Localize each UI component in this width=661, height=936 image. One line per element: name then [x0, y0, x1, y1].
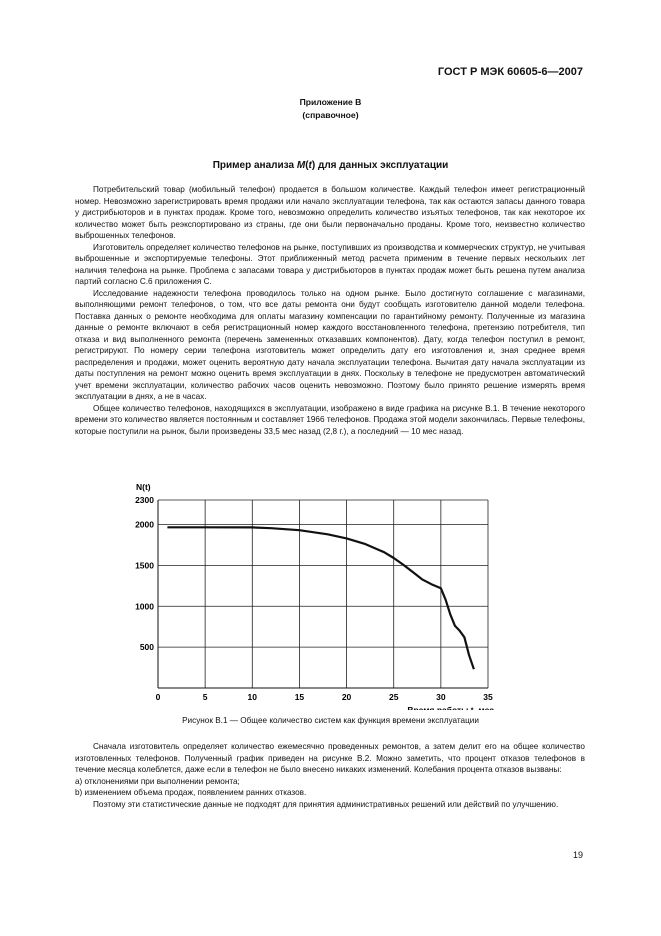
section-title-prefix: Пример анализа — [212, 160, 297, 171]
paragraph: Потребительский товар (мобильный телефон) продается в большом количестве. Каждый телефон имеет регистрационный номер. Невозможно зарегистрировать время продажи или начало эксплуатации телефона, так как остаются запасы данного товара у дистрибьюторов и в пунктах продаж. Кроме того, невозможно определить количество изъятых телефонов, так как некоторое их количество может быть реэкспортировано из страны, где они были первоначально проданы. Кроме того, неизвестно количество выброшенных телефонов. — [75, 185, 585, 240]
series-line — [167, 527, 474, 669]
x-tick-label: 35 — [483, 692, 493, 702]
y-axis-label: N(t) — [136, 482, 151, 492]
paragraph: Поэтому эти статистические данные не подходят для принятия административных решений или действий по улучшению. — [93, 799, 559, 809]
figure-b1 — [118, 478, 518, 715]
section-title-suffix: ) для данных эксплуатации — [311, 160, 449, 171]
y-tick-label: 2300 — [135, 495, 154, 505]
section-title-arg: t — [308, 160, 312, 171]
document-header: ГОСТ Р МЭК 60605-6—2007 — [437, 66, 583, 78]
paragraph: Общее количество телефонов, находящихся в эксплуатации, изображено в виде графика на рисунке В.1. В течение некоторого времени это количество является постоянным и составляет 1966 телефонов. Продажа этой модели закончилась. Первые телефоны, которые поступили на рынок, были произведены 33,5 мес назад (2,8 г.), а последний — 10 мес назад. — [75, 403, 585, 436]
y-tick-label: 500 — [139, 642, 154, 653]
paragraph: Исследование надежности телефона проводилось только на одном рынке. Было достигнуто соглашение с магазинами, выполняющими ремонт телефонов, о том, что все даты ремонта они будут сообщать изготовителю данной модели телефона. Поставка данных о ремонте необходима для оплаты магазину компенсации по гарантийному ремонту. Полученные из магазина данные о ремонте включают в себя регистрационный номер каждого восстановленного телефона, претензию потребителя, тип отказа и вид выполненного ремонта (перечень замененных отказавших компонентов). Дату, когда телефон поступил в ремонт, регистрируют. По номеру серии телефона изготовитель может определить дату его изготовления и, зная среднее время распределения и продажи, может оценить вероятную дату начала эксплуатации телефона. Вычитая дату начала эксплуатации из даты поступления на ремонт можно оценить время эксплуатации в днях. Поскольку в телефоне не предусмотрен автоматический учет времени эксплуатации, количество рабочих часов оценить невозможно. Поэтому было принято решение измерять время эксплуатации в днях, а не в часах. — [75, 288, 585, 401]
section-title-symbol: M — [296, 160, 306, 171]
section-title-open: ( — [305, 160, 309, 171]
paragraph: Изготовитель определяет количество телефонов на рынке, поступивших из производства и коммерческих структур, не учитывая выброшенные и экспортируемые телефоны. Этот приближенный метод расчета применим в течение первых нескольких лет наличия телефона на рынке. Проблема с запасами товара у дистрибьюторов в пунктах продаж может быть решена путем анализа партий согласно С.6 приложения С. — [75, 242, 585, 286]
x-tick-label: 5 — [202, 692, 208, 702]
list-item: b) изменением объема продаж, появлением ранних отказов. — [75, 788, 307, 797]
paragraph: Сначала изготовитель определяет количество ежемесячно проведенных ремонтов, а затем делит его на общее количество изготовленных телефонов. Полученный график приведен на рисунке В.2. Можно заметить, что процент отказов телефонов в течение месяца колеблется, даже если в телефон не было внесено никаких изменений. Колебания процента отказов вызваны: — [75, 742, 585, 774]
x-tick-label: 30 — [436, 692, 446, 702]
figure-caption: Рисунок В.1 — Общее количество систем как функция времени эксплуатации — [182, 716, 479, 725]
page-number: 19 — [572, 850, 583, 860]
chart-nt — [118, 478, 518, 710]
y-tick-label: 1500 — [135, 560, 154, 571]
x-tick-label: 10 — [247, 692, 258, 702]
x-tick-label: 15 — [294, 692, 305, 702]
body-text-after — [75, 741, 585, 810]
appendix-subtitle: (справочное) — [302, 110, 359, 120]
section-title — [0, 160, 661, 171]
body-text — [75, 184, 585, 437]
x-axis-label: Время работы t, мес — [407, 705, 494, 710]
x-tick-label: 25 — [388, 692, 399, 702]
y-tick-label: 2000 — [135, 519, 154, 530]
list-item: a) отклонениями при выполнении ремонта; — [75, 776, 240, 786]
y-tick-label: 1000 — [135, 601, 154, 612]
x-tick-label: 0 — [155, 692, 161, 702]
appendix-title: Приложение В — [299, 97, 362, 107]
x-tick-label: 20 — [341, 692, 352, 702]
